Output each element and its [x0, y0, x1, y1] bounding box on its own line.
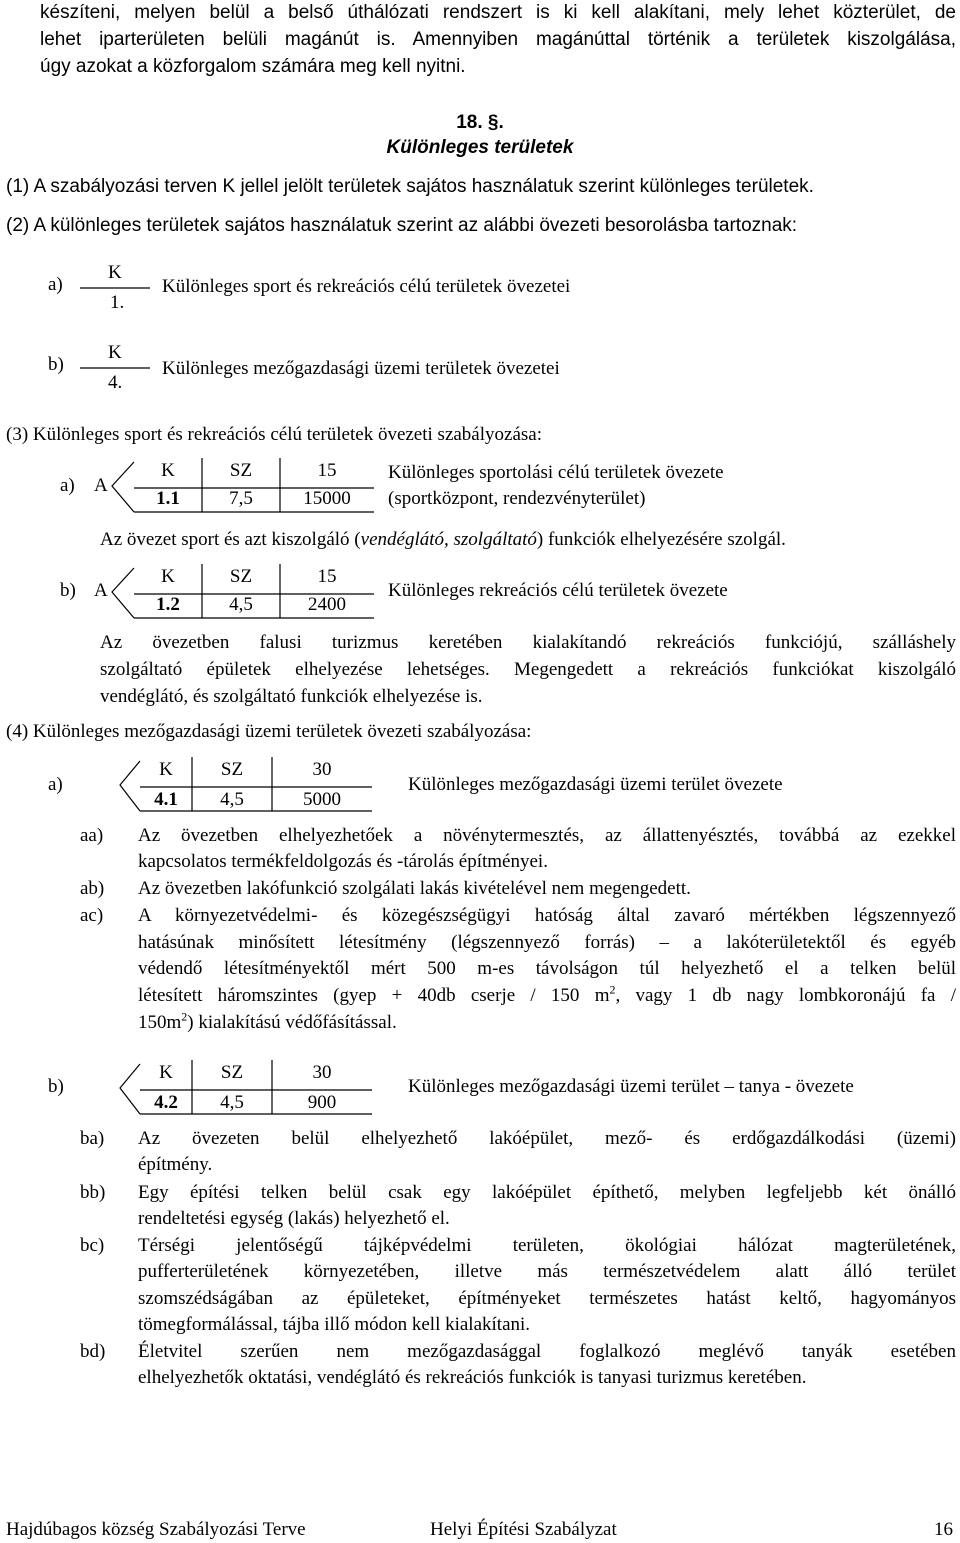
zone-building-height: 4,5	[229, 594, 253, 615]
item-text: $150m^2$) kialakítású védőfásítással.	[138, 1009, 397, 1033]
paragraph-1: (1) A szabályozási terven K jellel jelölt területek sajátos használatuk szerint különleges területek.	[6, 176, 814, 197]
zone-matrix	[120, 1058, 390, 1122]
intro-line: készíteni, melyen belül a belső úthálózati rendszert is ki kell alakítani, mely lehet közterület, de	[40, 2, 956, 23]
item-marker: bb)	[80, 1182, 106, 1203]
zone-label: Különleges mezőgazdasági üzemi terület övezete	[408, 774, 783, 795]
zone-code: 4.1	[154, 789, 178, 810]
item-text: kapcsolatos termékfeldolgozás és -tárolás építményei.	[138, 851, 548, 872]
list-item-label: Különleges mezőgazdasági üzemi területek övezetei	[162, 358, 560, 379]
item-text: hatásúnak minősített létesítmény (légszennyező forrás) – a lakóterületektől és egyéb	[138, 932, 956, 953]
item-text: védendő létesítményektől mért 500 m-es távolságon túl helyezhető el a telken belül	[138, 958, 956, 979]
item-text: pufferterületének környezetében, illetve más természetvédelem alatt álló terület	[138, 1261, 956, 1282]
zone-symbol-bottom: 4.	[108, 372, 123, 393]
item-text: elhelyezhetők oktatási, vendéglátó és rekreációs funkciók is tanyasi turizmus keretében.	[138, 1367, 807, 1388]
zone-note: szolgáltató épületek elhelyezése lehetséges. Megengedett a rekreációs funkciókat kiszolgáló	[100, 659, 956, 680]
item-text: tömegformálással, tájba illő módon kell kialakítani.	[138, 1314, 531, 1335]
zone-matrix	[112, 456, 382, 520]
item-marker: ac)	[80, 905, 104, 926]
zone-min-plot: 5000	[303, 789, 341, 810]
zone-min-plot: 900	[307, 1092, 337, 1113]
zone-sz: SZ	[229, 566, 253, 587]
zone-sz: SZ	[229, 460, 253, 481]
item-text: Térségi jelentőségű tájképvédelmi területen, ökológiai hálózat magterületének,	[138, 1235, 956, 1256]
list-item-label: Különleges sport és rekreációs célú területek övezetei	[162, 276, 571, 297]
item-text: Az övezetben lakófunkció szolgálati lakás kivételével nem megengedett.	[138, 878, 691, 899]
zone-label: Különleges sportolási célú területek övezete	[388, 462, 724, 483]
zone-matrix	[120, 755, 390, 819]
zone-symbol-top: K	[108, 262, 122, 283]
footer-center: Helyi Építési Szabályzat	[430, 1519, 617, 1540]
section-number: 18. §.	[456, 112, 504, 133]
item-text: Életvitel szerűen nem mezőgazdasággal foglalkozó meglévő tanyák esetében	[138, 1341, 956, 1362]
zone-letter: a)	[48, 774, 63, 795]
item-text: szomszédságában az épületeket, építményeket természetes hatást keltő, hagyományos	[138, 1288, 956, 1309]
zone-building-height: 4,5	[220, 1092, 244, 1113]
zone-note: Az övezet sport és azt kiszolgáló (vendéglátó, szolgáltató) funkciók elhelyezésére szolgál.	[100, 529, 786, 550]
zone-matrix	[112, 562, 382, 626]
list-letter: a)	[48, 274, 63, 295]
zone-height: 15	[317, 566, 337, 587]
item-text: rendeltetési egység (lakás) helyezhető el.	[138, 1208, 450, 1229]
zone-height: 15	[317, 460, 337, 481]
zone-code: 1.2	[156, 594, 180, 615]
item-marker: aa)	[80, 825, 104, 846]
list-letter: b)	[48, 354, 64, 375]
section-title: Különleges területek	[386, 137, 574, 158]
zone-sz: SZ	[220, 759, 244, 780]
item-marker: bc)	[80, 1235, 105, 1256]
zone-letter: b)	[48, 1076, 64, 1097]
zone-symbol	[80, 260, 160, 330]
item-marker: ab)	[80, 878, 105, 899]
zone-label: Különleges rekreációs célú területek övezete	[388, 580, 728, 601]
page-number: 16	[934, 1519, 953, 1540]
zone-height: 30	[312, 1062, 332, 1083]
zone-sz: SZ	[220, 1062, 244, 1083]
zone-label: Különleges mezőgazdasági üzemi terület – tanya - övezete	[408, 1076, 854, 1097]
item-text: létesített háromszintes (gyep + 40db cserje / 150 $m^2$, vagy 1 db nagy lombkoronájú fa /	[138, 982, 956, 1006]
footer-left: Hajdúbagos község Szabályozási Terve	[6, 1519, 306, 1540]
intro-line: úgy azokat a közforgalom számára meg kell nyitni.	[40, 56, 466, 77]
zone-note: vendéglátó, és szolgáltató funkciók elhelyezése is.	[100, 686, 483, 707]
item-marker: bd)	[80, 1341, 106, 1362]
zone-building-height: 7,5	[229, 488, 253, 509]
item-text: A környezetvédelmi- és közegészségügyi hatóság által zavaró mértékben légszennyező	[138, 905, 956, 926]
zone-height: 30	[312, 759, 332, 780]
item-text: építmény.	[138, 1154, 213, 1175]
zone-k: K	[161, 460, 175, 481]
zone-symbol	[80, 340, 160, 410]
zone-min-plot: 2400	[308, 594, 346, 615]
zone-min-plot: 15000	[303, 488, 351, 509]
zone-note: Az övezetben falusi turizmus keretében kialakítandó rekreációs funkciójú, szálláshely	[100, 632, 956, 653]
zone-k: K	[159, 759, 173, 780]
paragraph-4: (4) Különleges mezőgazdasági üzemi területek övezeti szabályozása:	[6, 721, 532, 742]
paragraph-2: (2) A különleges területek sajátos használatuk szerint az alábbi övezeti besorolásba tartoznak:	[6, 215, 798, 236]
intro-line: lehet iparterületen belüli magánút is. Amennyiben magánúttal történik a területek kiszolgálása,	[40, 29, 956, 50]
zone-letter: b)	[60, 580, 76, 601]
zone-building-height: 4,5	[220, 789, 244, 810]
zone-symbol-bottom: 1.	[110, 292, 125, 313]
zone-prefix: A	[94, 580, 108, 601]
zone-symbol-top: K	[108, 342, 122, 363]
zone-prefix: A	[94, 475, 108, 496]
item-text: Egy építési telken belül csak egy lakóépület építhető, melyben legfeljebb két önálló	[138, 1182, 956, 1203]
item-text: Az övezetben elhelyezhetőek a növénytermesztés, az állattenyésztés, továbbá az ezekkel	[138, 825, 956, 846]
paragraph-3: (3) Különleges sport és rekreációs célú területek övezeti szabályozása:	[6, 424, 542, 445]
zone-k: K	[161, 566, 175, 587]
zone-k: K	[159, 1062, 173, 1083]
item-marker: ba)	[80, 1128, 105, 1149]
zone-letter: a)	[60, 475, 75, 496]
zone-code: 1.1	[156, 488, 180, 509]
zone-code: 4.2	[154, 1092, 178, 1113]
zone-label-sub: (sportközpont, rendezvényterület)	[388, 488, 646, 509]
item-text: Az övezeten belül elhelyezhető lakóépület, mező- és erdőgazdálkodási (üzemi)	[138, 1128, 956, 1149]
